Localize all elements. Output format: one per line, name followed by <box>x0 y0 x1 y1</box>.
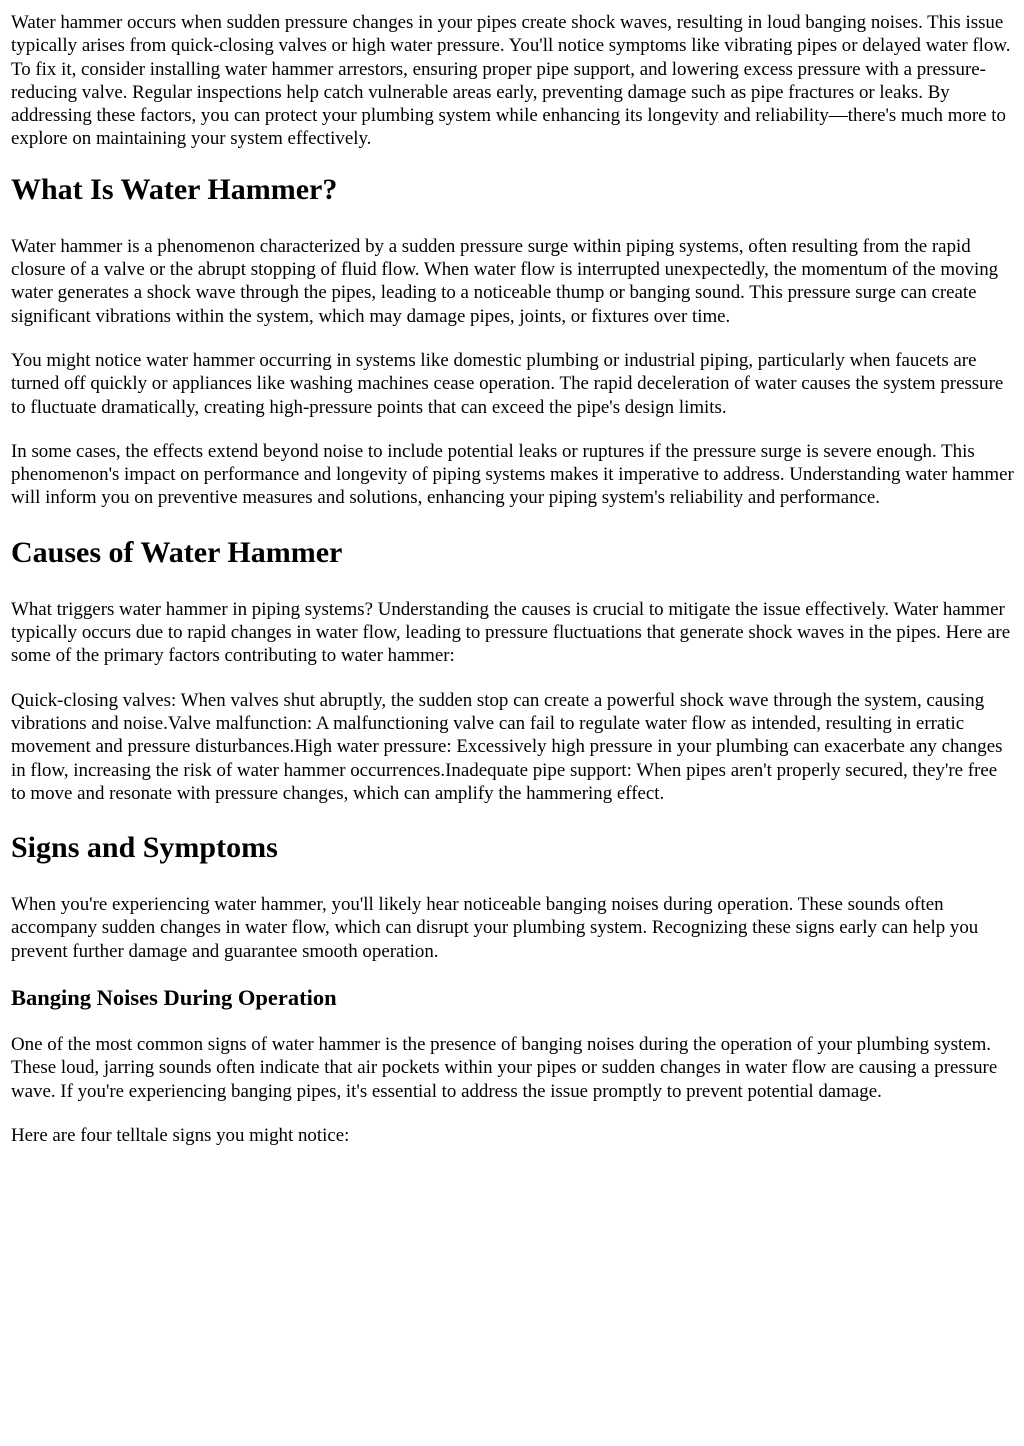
paragraph: One of the most common signs of water hammer is the presence of banging noises during the operation of your plumbing system. These loud, jarring sounds often indicate that air pockets within your pipes or sudden changes in water flow are causing a pressure wave. If you're experiencing banging pipes, it's essential to address the issue promptly to prevent potential damage. <box>11 1034 998 1102</box>
paragraph: What triggers water hammer in piping systems? Understanding the causes is crucial to mitigate the issue effectively. Water hammer typically occurs due to rapid changes in water flow, leading to pressure fluctuations that generate shock waves in the pipes. Here are some of the primary factors contributing to water hammer: <box>11 598 1011 667</box>
subheading-banging-noises: Banging Noises During Operation <box>11 985 337 1011</box>
heading-signs: Signs and Symptoms <box>11 831 278 865</box>
paragraph: Here are four telltale signs you might notice: <box>11 1124 350 1146</box>
section-causes <box>11 535 1014 805</box>
heading-causes: Causes of Water Hammer <box>11 535 343 569</box>
heading-what-is: What Is Water Hammer? <box>11 172 338 206</box>
paragraph: Water hammer is a phenomenon characterized by a sudden pressure surge within piping systems, often resulting from the rapid closure of a valve or the abrupt stopping of fluid flow. When water flow is interrupted unexpectedly, the momentum of the moving water generates a shock wave through the pipes, leading to a noticeable thump or banging sound. This pressure surge can create significant vibrations within the system, which may damage pipes, joints, or fixtures over time. <box>11 235 999 327</box>
paragraph: In some cases, the effects extend beyond noise to include potential leaks or ruptures if the pressure surge is severe enough. This phenomenon's impact on performance and longevity of piping systems makes it imperative to address. Understanding water hammer will inform you on preventive measures and solutions, enhancing your piping system's reliability and performance. <box>11 440 1014 509</box>
paragraph: When you're experiencing water hammer, you'll likely hear noticeable banging noises during operation. These sounds often accompany sudden changes in water flow, which can disrupt your plumbing system. Recognizing these signs early can help you prevent further damage and guarantee smooth operation. <box>11 894 979 962</box>
paragraph: You might notice water hammer occurring in systems like domestic plumbing or industrial piping, particularly when faucets are turned off quickly or appliances like washing machines cease operation. The rapid deceleration of water causes the system pressure to fluctuate dramatically, creating high-pressure points that can exceed the pipe's design limits. <box>11 349 1004 418</box>
section-signs <box>11 830 1014 1147</box>
section-what-is <box>11 172 1014 510</box>
causes-list-paragraph: Quick-closing valves: When valves shut abruptly, the sudden stop can create a powerful shock wave through the system, causing vibrations and noise.Valve malfunction: A malfunctioning valve can fail to regulate water flow as intended, resulting in erratic movement and pressure disturbances.High water pressure: Excessively high pressure in your plumbing can exacerbate any changes in flow, increasing the risk of water hammer occurrences.Inadequate pipe support: When pipes aren't properly secured, they're free to move and resonate with pressure changes, which can amplify the hammering effect. <box>11 689 1003 804</box>
intro-paragraph: Water hammer occurs when sudden pressure changes in your pipes create shock waves, resulting in loud banging noises. This issue typically arises from quick-closing valves or high water pressure. You'll notice symptoms like vibrating pipes or delayed water flow. To fix it, consider installing water hammer arrestors, ensuring proper pipe support, and lowering excess pressure with a pressure-reducing valve. Regular inspections help catch vulnerable areas early, preventing damage such as pipe fractures or leaks. By addressing these factors, you can protect your plumbing system while enhancing its longevity and reliability—there's much more to explore on maintaining your system effectively. <box>11 12 1011 150</box>
